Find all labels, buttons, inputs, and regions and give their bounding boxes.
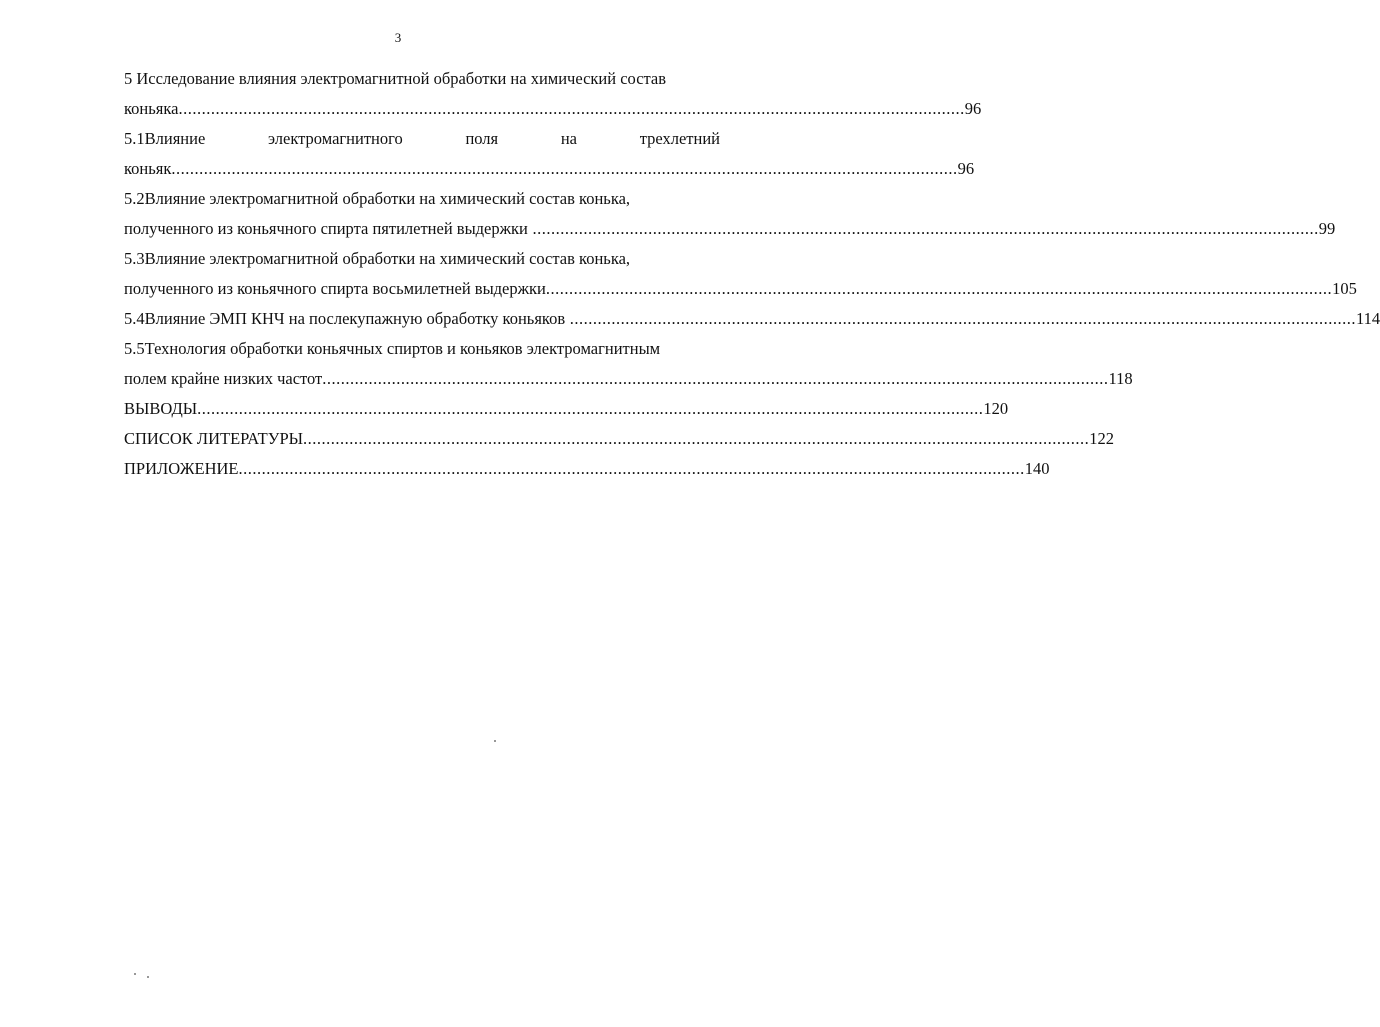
toc-entry-5-5-title: 5.5Технология обработки коньячных спиртов и коньяков электромагнитным bbox=[124, 339, 661, 358]
toc-entry-5-5-page: 118 bbox=[1108, 369, 1133, 388]
toc-entry-5-5-line1 bbox=[124, 334, 720, 364]
dot-leader: .......................................................................................................................................................................... bbox=[303, 429, 1090, 448]
toc-entry-5-2-line2 bbox=[124, 214, 1336, 244]
toc-entry-5-title-cont: коньяка bbox=[124, 99, 179, 118]
toc-entry-references bbox=[124, 424, 1115, 454]
toc-entry-5-1-title-cont: коньяк bbox=[124, 159, 172, 178]
toc-entry-5-3-page: 105 bbox=[1332, 279, 1357, 298]
toc-entry-appendix bbox=[124, 454, 1050, 484]
toc-entry-5-1-line1 bbox=[124, 124, 720, 154]
toc-entry-conclusions-page: 120 bbox=[983, 399, 1009, 418]
dot-leader: .......................................................................................................................................................................... bbox=[238, 459, 1025, 478]
toc-entry-5-2-page: 99 bbox=[1318, 219, 1336, 238]
toc-entry-5-4-title: 5.4Влияние ЭМП КНЧ на послекупажную обработку коньяков bbox=[124, 309, 566, 328]
scan-speck bbox=[494, 740, 496, 742]
toc-entry-5-4-page: 114 bbox=[1356, 309, 1380, 328]
dot-leader: .......................................................................................................................................................................... bbox=[197, 399, 984, 418]
toc-entry-5-2-title: 5.2Влияние электромагнитной обработки на химический состав конька, bbox=[124, 189, 631, 208]
scan-speck bbox=[134, 973, 136, 975]
dot-leader: .......................................................................................................................................................................... bbox=[565, 309, 1357, 328]
toc-entry-appendix-page: 140 bbox=[1024, 459, 1050, 478]
dot-leader: .......................................................................................................................................................................... bbox=[527, 219, 1319, 238]
toc-entry-references-page: 122 bbox=[1089, 429, 1115, 448]
scan-speck bbox=[147, 976, 149, 978]
toc-entry-5-title: 5 Исследование влияния электромагнитной обработки на химический состав bbox=[124, 69, 667, 88]
dot-leader: .......................................................................................................................................................................... bbox=[322, 369, 1109, 388]
toc-entry-5-1-word: электромагнитного bbox=[268, 129, 403, 148]
dot-leader: .......................................................................................................................................................................... bbox=[545, 279, 1333, 298]
toc-entry-5-5-title-cont: полем крайне низких частот bbox=[124, 369, 323, 388]
toc-entry-5-1-word: поля bbox=[465, 129, 499, 148]
toc-entry-5-1-page: 96 bbox=[957, 159, 975, 178]
toc-entry-5-1-word: трехлетний bbox=[639, 129, 720, 148]
toc-entry-5-1-word: на bbox=[560, 129, 577, 148]
toc-entry-5-4 bbox=[124, 304, 1380, 334]
toc-entry-5-1-line2 bbox=[124, 154, 975, 184]
toc-entry-5-3-title: 5.3Влияние электромагнитной обработки на химический состав конька, bbox=[124, 249, 631, 268]
toc-entry-5-3-title-cont: полученного из коньячного спирта восьмилетней выдержки bbox=[124, 279, 546, 298]
toc-entry-5-line1 bbox=[124, 64, 720, 94]
toc-entry-conclusions-title: ВЫВОДЫ bbox=[124, 399, 198, 418]
toc-entry-5-2-line1 bbox=[124, 184, 720, 214]
toc-entry-appendix-title: ПРИЛОЖЕНИЕ bbox=[124, 459, 239, 478]
toc-entry-5-3-line2 bbox=[124, 274, 1357, 304]
toc-entry-references-title: СПИСОК ЛИТЕРАТУРЫ bbox=[124, 429, 304, 448]
dot-leader: .......................................................................................................................................................................... bbox=[171, 159, 958, 178]
toc-entry-conclusions bbox=[124, 394, 1009, 424]
toc-entry-5-3-line1 bbox=[124, 244, 720, 274]
toc-entry-5-5-line2 bbox=[124, 364, 1133, 394]
toc-entry-5-line2 bbox=[124, 94, 982, 124]
toc-entry-5-2-title-cont: полученного из коньячного спирта пятилетней выдержки bbox=[124, 219, 528, 238]
table-of-contents bbox=[124, 64, 1380, 484]
toc-entry-5-1-word: 5.1Влияние bbox=[124, 129, 206, 148]
toc-entry-5-page: 96 bbox=[964, 99, 982, 118]
page-number: 3 bbox=[394, 30, 402, 45]
dot-leader: .......................................................................................................................................................................... bbox=[178, 99, 965, 118]
